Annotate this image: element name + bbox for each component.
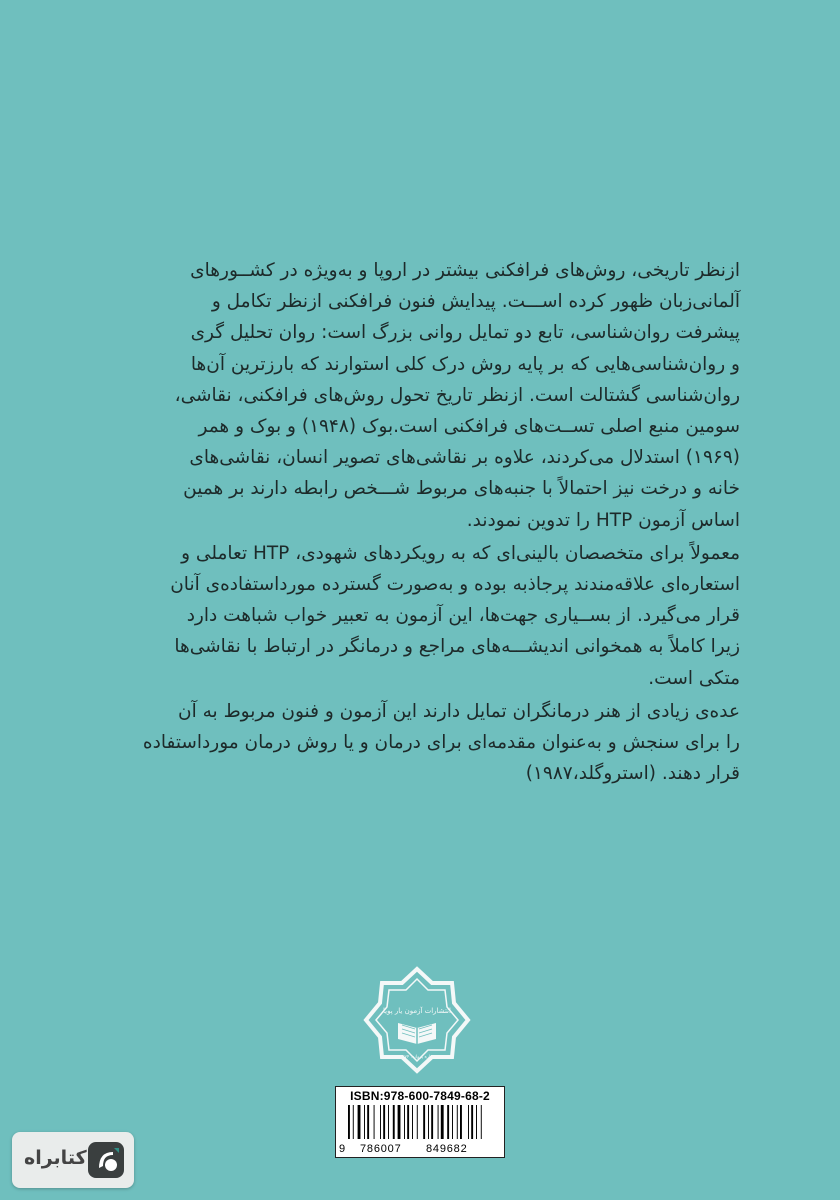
text-line: سومین منبع اصلی تســت‌های فرافکنی است.بوک (۱۹۴۸) و بوک و همر (198, 416, 740, 438)
text-line: استعاره‌ای علاقه‌مندند پرجاذبه بوده و به‌صورت گسترده مورداستفاده‌ی آنان (170, 574, 740, 596)
text-line: خانه و درخت نیز احتمالاً با جنبه‌های مربوط شـــخص رابطه دارند بر همین (183, 478, 740, 500)
paragraph (100, 538, 740, 694)
barcode-bar (457, 1105, 458, 1139)
text-line: (۱۹۶۹) استدلال می‌کردند، علاوه بر نقاشی‌های تصویر انسان، نقاشی‌های (189, 447, 740, 469)
ketabrah-label: کتابراه (24, 1147, 87, 1169)
paragraph (100, 255, 740, 536)
barcode-bar (407, 1105, 409, 1139)
barcode-bar (412, 1105, 413, 1139)
barcode-bar (388, 1105, 389, 1139)
barcode-bar (380, 1105, 381, 1139)
barcode-bar (417, 1105, 418, 1139)
barcode-bar (441, 1105, 444, 1139)
barcode-bar (364, 1105, 365, 1139)
barcode-bars (348, 1105, 498, 1139)
publisher-name: انتشارات آزمون یار پویا (383, 1007, 451, 1015)
barcode-bar (358, 1105, 361, 1139)
barcode-bar (447, 1105, 449, 1139)
ketabrah-logo-icon (86, 1140, 126, 1180)
publisher-logo-icon (362, 965, 472, 1075)
text-line: را برای سنجش و به‌عنوان مقدمه‌ای برای درمان و یا روش درمان مورداستفاده (142, 732, 740, 754)
text-line: و روان‌شناسی‌هایی که بر پایه روش درک کلی استوارند که بارزترین آن‌ها (190, 353, 740, 375)
isbn-label: ISBN:978-600-7849-68-2 (350, 1089, 490, 1103)
isbn-barcode (335, 1086, 505, 1158)
barcode-bar (431, 1105, 433, 1139)
text-line: عده‌ی زیادی از هنر درمانگران تمایل دارند این آزمون و فنون مربوط به آن (178, 700, 740, 722)
barcode-digit-first: 9 (339, 1143, 346, 1155)
text-line: زیرا کاملاً به همخوانی اندیشـــه‌های مراجع و درمانگر در ارتباط با نقاشی‌ها (174, 636, 740, 658)
text-line: اساس آزمون HTP را تدوین نمودند. (466, 509, 740, 531)
publisher-license: شماره پروانه: ۱۱۲۷۴ (397, 1055, 437, 1060)
text-line: ازنظر تاریخی، روش‌های فرافکنی بیشتر در اروپا و به‌ویژه در کشــورهای (190, 260, 740, 281)
barcode-digits-group2: 849682 (426, 1143, 468, 1155)
barcode-digits-group1: 786007 (360, 1143, 402, 1155)
barcode-bar (452, 1105, 453, 1139)
ketabrah-watermark (12, 1132, 134, 1188)
barcode-bar (398, 1105, 401, 1139)
barcode-bar (468, 1105, 469, 1139)
barcode-bar (471, 1105, 473, 1139)
barcode-bar (428, 1105, 429, 1139)
text-line: پیشرفت روان‌شناسی، تابع دو تمایل روانی بزرگ است: روان تحلیل گری (190, 322, 740, 344)
paragraph (100, 696, 740, 790)
text-line: قرار دهند. (استروگلد،۱۹۸۷) (525, 763, 740, 785)
barcode-bar (383, 1105, 385, 1139)
barcode-bar (423, 1105, 425, 1139)
barcode-bar (374, 1105, 375, 1139)
barcode-bar (404, 1105, 405, 1139)
barcode-bar (460, 1105, 462, 1139)
barcode-bar (393, 1105, 395, 1139)
text-line: آلمانی‌زبان ظهور کرده اســـت. پیدایش فنون فرافکنی ازنظر تکامل و (211, 291, 740, 313)
text-line: معمولاً برای متخصصان بالینی‌ای که به رویکردهای شهودی، HTP تعاملی و (181, 542, 740, 564)
barcode-bar (348, 1105, 350, 1139)
barcode-bar (481, 1105, 482, 1139)
text-line: متکی است. (648, 667, 740, 689)
back-cover-text (100, 255, 740, 791)
barcode-bar (367, 1105, 369, 1139)
text-line: روان‌شناسی گشتالت است. ازنظر تاریخ تحول روش‌های فرافکنی، نقاشی، (174, 384, 740, 406)
barcode-bar (476, 1105, 477, 1139)
text-line: قرار می‌گیرد. از بســیاری جهت‌ها، این آزمون به تعبیر خواب شباهت دارد (186, 605, 740, 627)
barcode-bar (353, 1105, 354, 1139)
barcode-bar (438, 1105, 439, 1139)
